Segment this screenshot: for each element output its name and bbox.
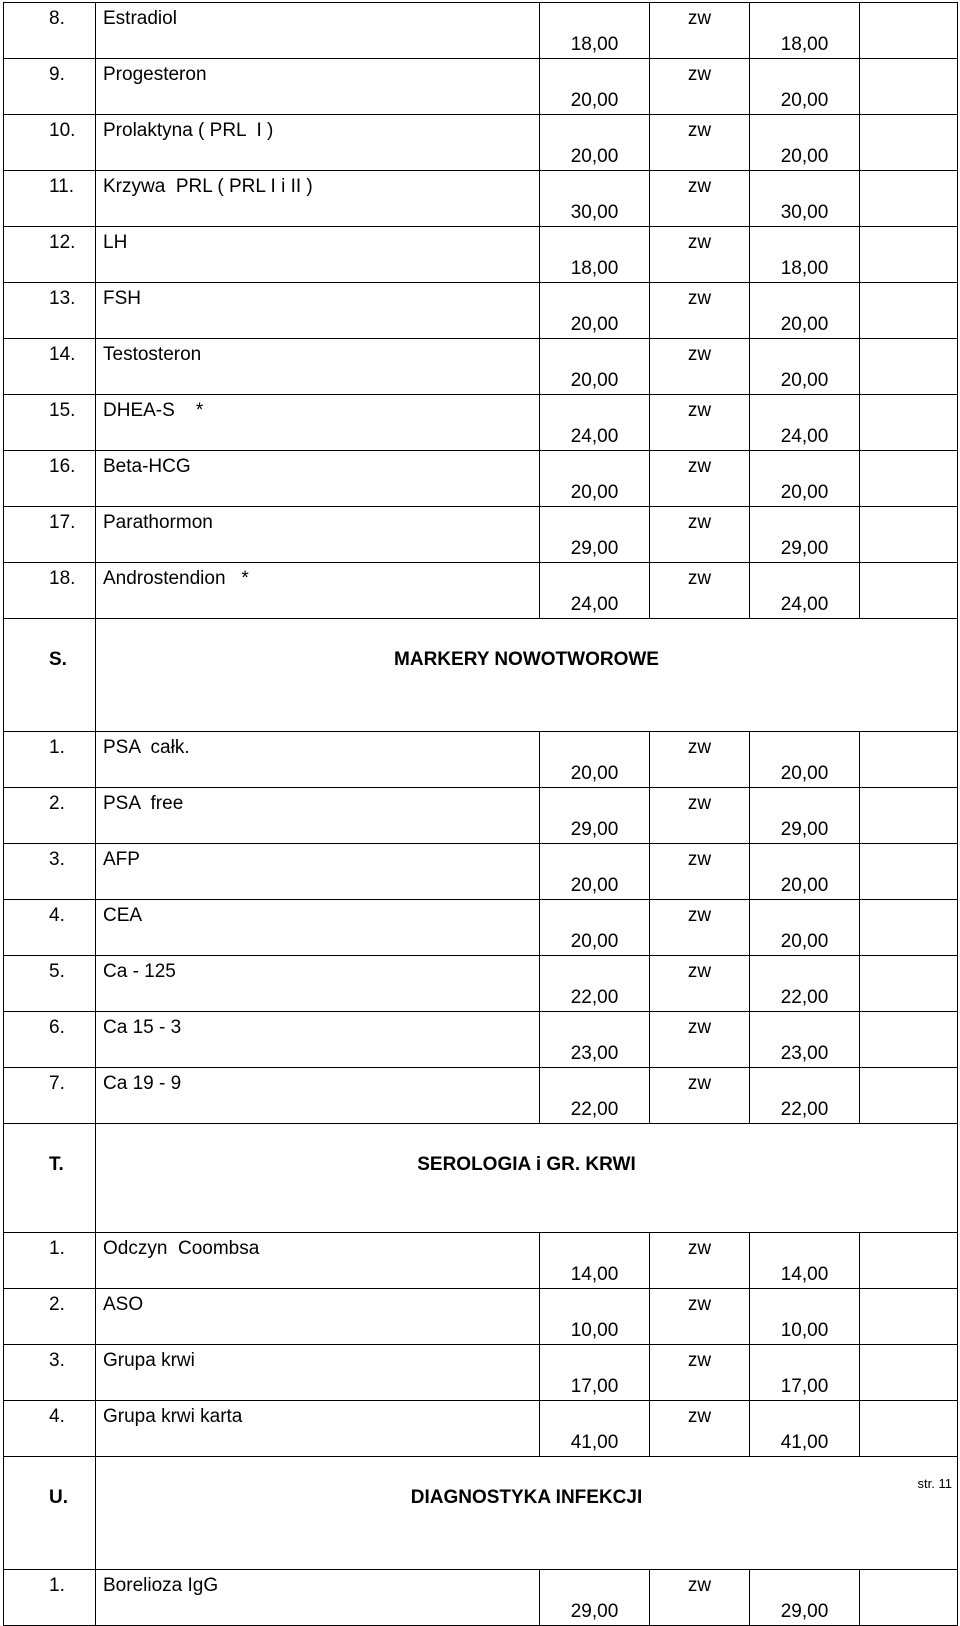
- vat-rate: zw: [650, 171, 750, 227]
- test-name: Grupa krwi karta: [96, 1401, 540, 1457]
- gross-price: 20,00: [750, 900, 860, 956]
- row-number: 1.: [4, 1570, 96, 1626]
- notes-cell: [860, 1570, 958, 1626]
- table-row: [4, 339, 958, 395]
- net-price: 20,00: [540, 339, 650, 395]
- row-number: 4.: [4, 900, 96, 956]
- test-name: ASO: [96, 1289, 540, 1345]
- gross-price: 29,00: [750, 1570, 860, 1626]
- notes-cell: [860, 171, 958, 227]
- test-name: PSA całk.: [96, 732, 540, 788]
- section-letter: U.: [4, 1457, 96, 1570]
- table-row: [4, 1233, 958, 1289]
- vat-rate: zw: [650, 451, 750, 507]
- gross-price: 20,00: [750, 451, 860, 507]
- gross-price: 29,00: [750, 788, 860, 844]
- gross-price: 18,00: [750, 227, 860, 283]
- test-name: Estradiol: [96, 3, 540, 59]
- vat-rate: zw: [650, 3, 750, 59]
- notes-cell: [860, 1401, 958, 1457]
- row-number: 12.: [4, 227, 96, 283]
- notes-cell: [860, 732, 958, 788]
- notes-cell: [860, 507, 958, 563]
- gross-price: 10,00: [750, 1289, 860, 1345]
- gross-price: 17,00: [750, 1345, 860, 1401]
- test-name: Borelioza IgG: [96, 1570, 540, 1626]
- row-number: 2.: [4, 1289, 96, 1345]
- notes-cell: [860, 956, 958, 1012]
- notes-cell: [860, 1233, 958, 1289]
- row-number: 13.: [4, 283, 96, 339]
- table-row: [4, 1345, 958, 1401]
- vat-rate: zw: [650, 1345, 750, 1401]
- vat-rate: zw: [650, 1068, 750, 1124]
- notes-cell: [860, 227, 958, 283]
- vat-rate: zw: [650, 283, 750, 339]
- vat-rate: zw: [650, 1012, 750, 1068]
- notes-cell: [860, 3, 958, 59]
- table-row: [4, 3, 958, 59]
- test-name: Beta-HCG: [96, 451, 540, 507]
- vat-rate: zw: [650, 563, 750, 619]
- net-price: 29,00: [540, 1570, 650, 1626]
- test-name: Grupa krwi: [96, 1345, 540, 1401]
- price-table: [3, 2, 958, 1626]
- vat-rate: zw: [650, 900, 750, 956]
- gross-price: 29,00: [750, 507, 860, 563]
- vat-rate: zw: [650, 1570, 750, 1626]
- row-number: 2.: [4, 788, 96, 844]
- table-row: [4, 1012, 958, 1068]
- section-header-row: [4, 1124, 958, 1233]
- net-price: 20,00: [540, 732, 650, 788]
- vat-rate: zw: [650, 1289, 750, 1345]
- net-price: 20,00: [540, 59, 650, 115]
- notes-cell: [860, 1289, 958, 1345]
- section-title: SEROLOGIA i GR. KRWI: [96, 1124, 958, 1233]
- table-row: [4, 956, 958, 1012]
- row-number: 17.: [4, 507, 96, 563]
- row-number: 4.: [4, 1401, 96, 1457]
- net-price: 20,00: [540, 115, 650, 171]
- notes-cell: [860, 1012, 958, 1068]
- row-number: 11.: [4, 171, 96, 227]
- table-row: [4, 788, 958, 844]
- test-name: DHEA-S *: [96, 395, 540, 451]
- gross-price: 14,00: [750, 1233, 860, 1289]
- test-name: Parathormon: [96, 507, 540, 563]
- table-row: [4, 283, 958, 339]
- table-row: [4, 1570, 958, 1626]
- test-name: Androstendion *: [96, 563, 540, 619]
- section-title: DIAGNOSTYKA INFEKCJI: [96, 1457, 958, 1570]
- row-number: 16.: [4, 451, 96, 507]
- vat-rate: zw: [650, 59, 750, 115]
- row-number: 1.: [4, 1233, 96, 1289]
- row-number: 3.: [4, 1345, 96, 1401]
- row-number: 9.: [4, 59, 96, 115]
- gross-price: 20,00: [750, 283, 860, 339]
- net-price: 20,00: [540, 451, 650, 507]
- gross-price: 24,00: [750, 563, 860, 619]
- vat-rate: zw: [650, 788, 750, 844]
- notes-cell: [860, 283, 958, 339]
- table-row: [4, 115, 958, 171]
- gross-price: 20,00: [750, 732, 860, 788]
- table-row: [4, 1289, 958, 1345]
- notes-cell: [860, 395, 958, 451]
- table-row: [4, 227, 958, 283]
- section-title: MARKERY NOWOTWOROWE: [96, 619, 958, 732]
- gross-price: 22,00: [750, 956, 860, 1012]
- table-row: [4, 1068, 958, 1124]
- table-row: [4, 844, 958, 900]
- row-number: 3.: [4, 844, 96, 900]
- gross-price: 41,00: [750, 1401, 860, 1457]
- notes-cell: [860, 339, 958, 395]
- net-price: 30,00: [540, 171, 650, 227]
- table-row: [4, 451, 958, 507]
- table-row: [4, 171, 958, 227]
- notes-cell: [860, 900, 958, 956]
- net-price: 20,00: [540, 283, 650, 339]
- test-name: Testosteron: [96, 339, 540, 395]
- gross-price: 20,00: [750, 115, 860, 171]
- table-row: [4, 395, 958, 451]
- vat-rate: zw: [650, 339, 750, 395]
- gross-price: 30,00: [750, 171, 860, 227]
- test-name: Krzywa PRL ( PRL I i II ): [96, 171, 540, 227]
- test-name: Ca 15 - 3: [96, 1012, 540, 1068]
- row-number: 10.: [4, 115, 96, 171]
- notes-cell: [860, 563, 958, 619]
- test-name: PSA free: [96, 788, 540, 844]
- net-price: 29,00: [540, 788, 650, 844]
- net-price: 18,00: [540, 3, 650, 59]
- net-price: 20,00: [540, 900, 650, 956]
- test-name: Odczyn Coombsa: [96, 1233, 540, 1289]
- row-number: 1.: [4, 732, 96, 788]
- net-price: 24,00: [540, 563, 650, 619]
- test-name: AFP: [96, 844, 540, 900]
- table-row: [4, 59, 958, 115]
- net-price: 14,00: [540, 1233, 650, 1289]
- row-number: 18.: [4, 563, 96, 619]
- vat-rate: zw: [650, 956, 750, 1012]
- section-letter: T.: [4, 1124, 96, 1233]
- net-price: 10,00: [540, 1289, 650, 1345]
- page-number: str. 11: [917, 1476, 952, 1491]
- notes-cell: [860, 115, 958, 171]
- gross-price: 20,00: [750, 339, 860, 395]
- row-number: 15.: [4, 395, 96, 451]
- table-row: [4, 900, 958, 956]
- gross-price: 18,00: [750, 3, 860, 59]
- section-header-row: [4, 1457, 958, 1570]
- test-name: FSH: [96, 283, 540, 339]
- test-name: Progesteron: [96, 59, 540, 115]
- net-price: 29,00: [540, 507, 650, 563]
- price-list-page: [3, 2, 957, 1626]
- section-header-row: [4, 619, 958, 732]
- notes-cell: [860, 1068, 958, 1124]
- row-number: 14.: [4, 339, 96, 395]
- gross-price: 22,00: [750, 1068, 860, 1124]
- net-price: 22,00: [540, 956, 650, 1012]
- row-number: 6.: [4, 1012, 96, 1068]
- vat-rate: zw: [650, 115, 750, 171]
- table-row: [4, 563, 958, 619]
- net-price: 23,00: [540, 1012, 650, 1068]
- notes-cell: [860, 788, 958, 844]
- vat-rate: zw: [650, 1233, 750, 1289]
- net-price: 17,00: [540, 1345, 650, 1401]
- notes-cell: [860, 451, 958, 507]
- vat-rate: zw: [650, 227, 750, 283]
- test-name: LH: [96, 227, 540, 283]
- test-name: CEA: [96, 900, 540, 956]
- section-letter: S.: [4, 619, 96, 732]
- test-name: Prolaktyna ( PRL I ): [96, 115, 540, 171]
- net-price: 20,00: [540, 844, 650, 900]
- row-number: 8.: [4, 3, 96, 59]
- gross-price: 20,00: [750, 59, 860, 115]
- table-row: [4, 507, 958, 563]
- notes-cell: [860, 59, 958, 115]
- net-price: 41,00: [540, 1401, 650, 1457]
- table-row: [4, 1401, 958, 1457]
- test-name: Ca - 125: [96, 956, 540, 1012]
- net-price: 24,00: [540, 395, 650, 451]
- vat-rate: zw: [650, 844, 750, 900]
- notes-cell: [860, 1345, 958, 1401]
- vat-rate: zw: [650, 395, 750, 451]
- notes-cell: [860, 844, 958, 900]
- gross-price: 23,00: [750, 1012, 860, 1068]
- gross-price: 24,00: [750, 395, 860, 451]
- gross-price: 20,00: [750, 844, 860, 900]
- vat-rate: zw: [650, 1401, 750, 1457]
- net-price: 18,00: [540, 227, 650, 283]
- net-price: 22,00: [540, 1068, 650, 1124]
- row-number: 7.: [4, 1068, 96, 1124]
- table-row: [4, 732, 958, 788]
- vat-rate: zw: [650, 732, 750, 788]
- vat-rate: zw: [650, 507, 750, 563]
- test-name: Ca 19 - 9: [96, 1068, 540, 1124]
- row-number: 5.: [4, 956, 96, 1012]
